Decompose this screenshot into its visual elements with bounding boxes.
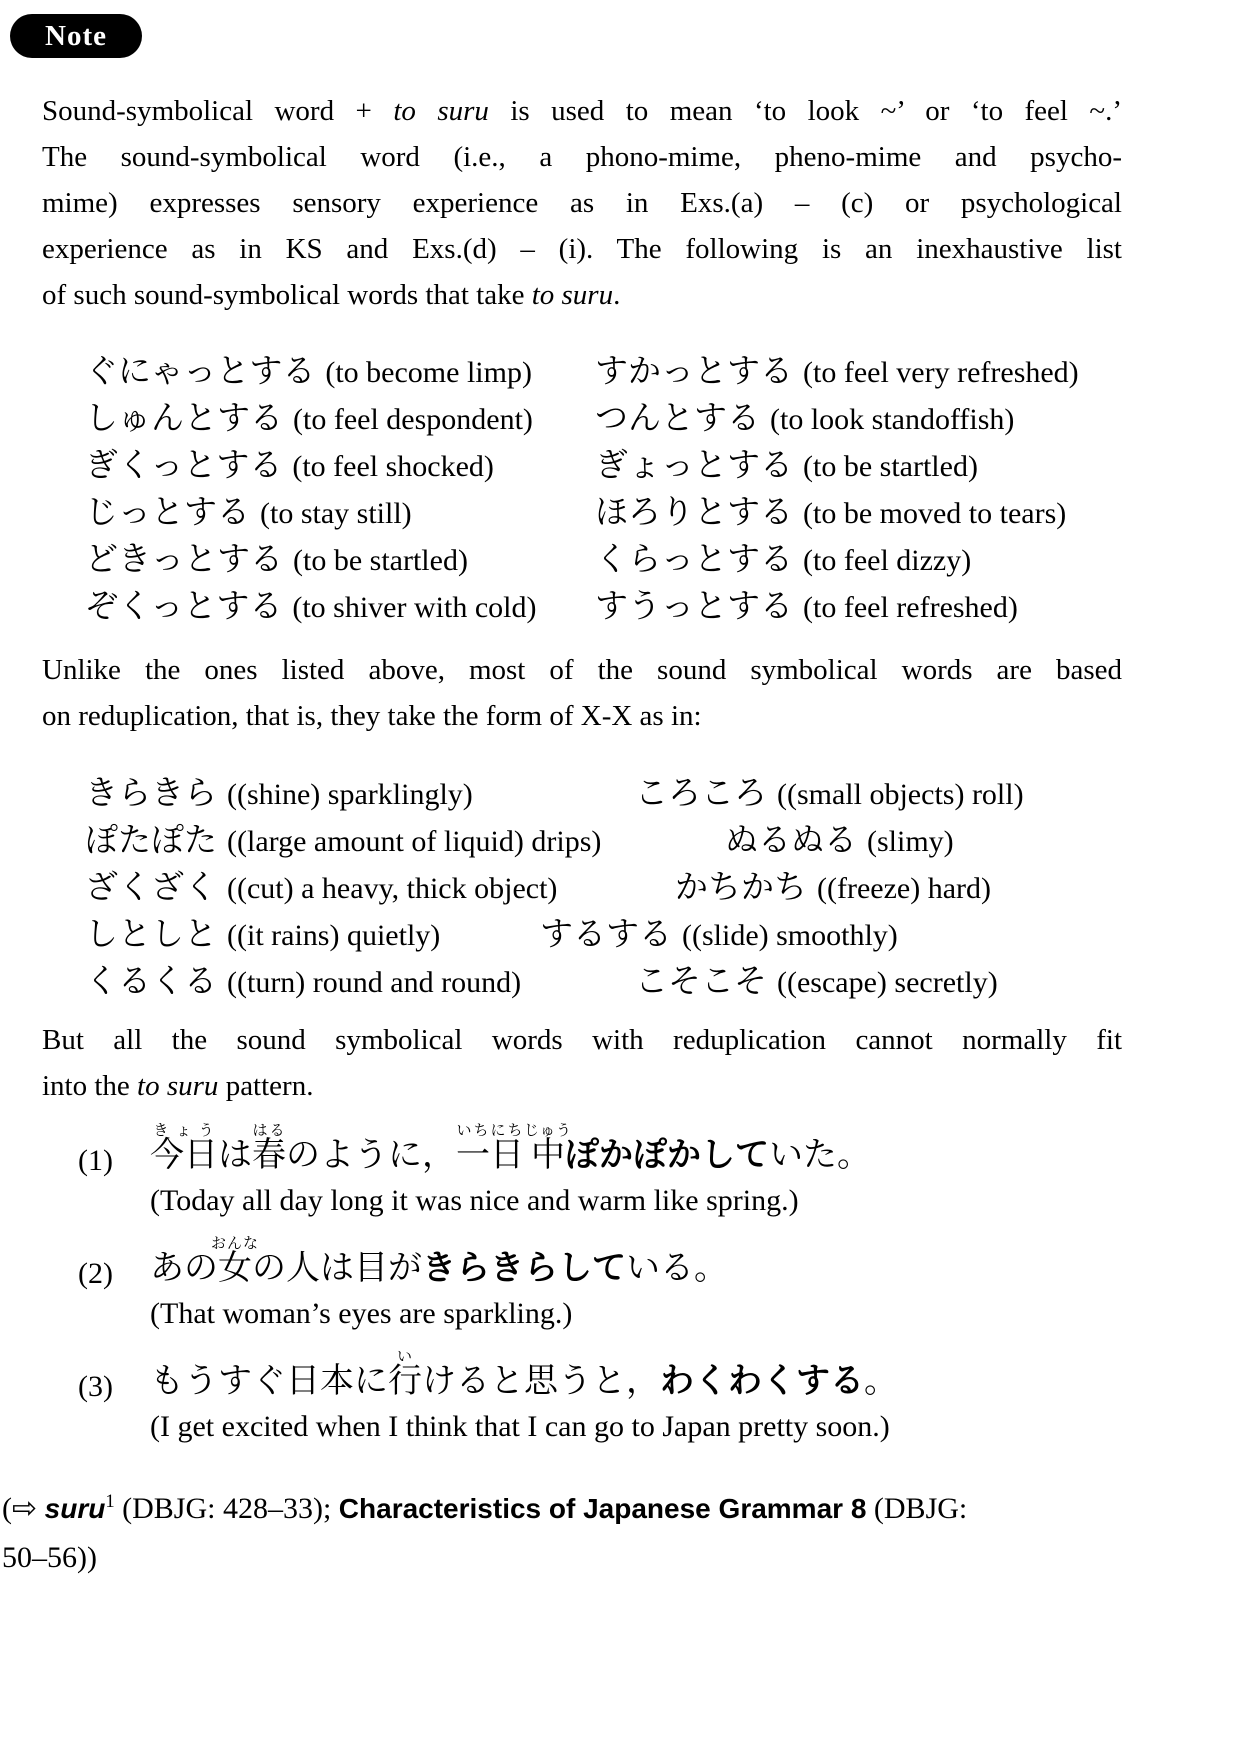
text-segment: ぽかぽかして	[565, 1136, 769, 1174]
word-entry	[85, 392, 595, 439]
english-gloss: (to feel dizzy)	[803, 544, 972, 577]
example-body	[150, 1236, 728, 1336]
japanese-word: ぬるぬる	[725, 823, 857, 859]
english-gloss: (to be startled)	[803, 450, 978, 483]
text-segment: The sound-symbolical word (i.e., a phono-mime, pheno-mime and psycho-	[42, 141, 1122, 173]
english-gloss: (to feel despondent)	[293, 403, 533, 436]
furigana: おんな	[211, 1236, 260, 1253]
text-segment: いた。	[769, 1137, 871, 1174]
word-entry	[85, 580, 595, 627]
english-gloss: (to shiver with cold)	[292, 591, 537, 624]
ruby-word	[456, 1123, 524, 1174]
to-suru-word-list	[85, 345, 1258, 627]
japanese-word: くるくる	[85, 964, 217, 1000]
english-gloss: ((it rains) quietly)	[227, 919, 441, 952]
word-entry	[635, 767, 1024, 814]
text-line	[42, 272, 1122, 318]
text-line	[2, 1533, 1172, 1582]
text-line	[42, 180, 1122, 226]
word-row	[85, 439, 1258, 486]
text-segment: mime) expresses sensory experience as in Exs.(a) – (c) or psychological	[42, 187, 1122, 219]
text-segment: は	[218, 1137, 252, 1174]
example-3	[78, 1349, 1258, 1449]
english-gloss: ((escape) secretly)	[777, 966, 998, 999]
kanji-base: 今日	[150, 1137, 218, 1174]
english-gloss: ((shine) sparklingly)	[227, 778, 473, 811]
text-segment: (	[2, 1492, 12, 1526]
restriction-paragraph	[42, 1017, 1122, 1109]
word-entry	[595, 345, 1079, 392]
text-segment: (DBJG: 428–33);	[114, 1492, 339, 1526]
word-row	[85, 955, 1258, 1002]
text-segment: けると思うと，	[422, 1363, 660, 1401]
furigana: じゅう	[524, 1123, 573, 1139]
word-entry	[595, 392, 1014, 439]
english-gloss: (to feel refreshed)	[803, 591, 1018, 624]
kanji-base: 一日	[456, 1137, 524, 1174]
kanji-base: 春	[252, 1137, 286, 1174]
word-entry	[85, 908, 540, 955]
japanese-word: じっとする	[85, 495, 250, 531]
example-japanese	[150, 1123, 871, 1175]
example-number: (1)	[78, 1144, 113, 1177]
word-entry	[675, 861, 991, 908]
examples-section	[78, 1123, 1258, 1449]
text-segment: いる。	[626, 1250, 728, 1288]
japanese-word: こそこそ	[635, 964, 767, 1000]
word-row	[85, 814, 1258, 861]
japanese-word: ぞくっとする	[85, 589, 283, 625]
example-2	[78, 1236, 1258, 1336]
word-row	[85, 392, 1258, 439]
japanese-word: すうっとする	[595, 589, 793, 625]
text-segment: 。	[864, 1363, 898, 1401]
text-segment: あの	[150, 1250, 218, 1288]
example-translation: (That woman’s eyes are sparkling.)	[150, 1297, 573, 1331]
text-segment	[37, 1492, 45, 1525]
word-entry	[85, 486, 595, 533]
text-line	[42, 693, 1122, 739]
english-gloss: ((cut) a heavy, thick object)	[227, 872, 558, 905]
word-entry	[85, 533, 595, 580]
text-segment: suru	[44, 1493, 106, 1525]
example-body	[150, 1123, 871, 1223]
text-segment: わくわくする	[660, 1362, 864, 1401]
text-segment: Characteristics of Japanese Grammar 8	[338, 1493, 867, 1525]
text-line	[42, 647, 1122, 693]
cross-reference	[2, 1477, 1172, 1582]
example-number: (2)	[78, 1257, 113, 1291]
text-line	[42, 88, 1122, 134]
example-number: (3)	[78, 1370, 113, 1404]
ruby-word	[388, 1349, 422, 1401]
english-gloss: (to look standoffish)	[770, 403, 1015, 436]
japanese-word: きらきら	[85, 776, 217, 812]
text-segment: to suru	[137, 1070, 219, 1102]
text-line	[42, 1017, 1122, 1063]
word-row	[85, 908, 1258, 955]
text-segment: 1	[105, 1491, 115, 1513]
word-row	[85, 767, 1258, 814]
japanese-word: ころころ	[635, 776, 767, 812]
japanese-word: ぎくっとする	[85, 448, 283, 484]
text-line	[42, 134, 1122, 180]
note-badge	[10, 14, 142, 58]
word-entry	[595, 439, 978, 486]
japanese-word: ぽたぽた	[85, 823, 217, 859]
example-translation: (I get excited when I think that I can go to Japan pretty soon.)	[150, 1410, 890, 1444]
english-gloss: (slimy)	[867, 825, 954, 858]
text-segment: (DBJG:	[866, 1492, 968, 1526]
english-gloss: ((turn) round and round)	[227, 966, 522, 999]
word-row	[85, 345, 1258, 392]
note-badge-label: Note	[45, 19, 107, 52]
text-segment: experience as in KS and Exs.(d) – (i). The following is an inexhaustive list	[42, 233, 1122, 265]
example-japanese	[150, 1236, 728, 1288]
japanese-word: くらっとする	[595, 542, 793, 578]
kanji-base: 中	[524, 1137, 572, 1174]
word-entry	[595, 580, 1018, 627]
text-segment: into the	[42, 1070, 138, 1102]
text-segment: きらきらして	[422, 1249, 626, 1288]
english-gloss: ((large amount of liquid) drips)	[227, 825, 602, 858]
text-segment: But all the sound symbolical words with reduplication cannot normally fit	[42, 1024, 1122, 1056]
ruby-word	[524, 1123, 573, 1174]
furigana: きょう	[150, 1123, 218, 1139]
reduplication-word-list	[85, 767, 1258, 1002]
arrow-icon: ⇨	[12, 1491, 38, 1527]
japanese-word: ほろりとする	[595, 495, 793, 531]
word-entry	[85, 345, 595, 392]
furigana: はる	[252, 1123, 286, 1139]
text-segment: もうすぐ日本に	[150, 1363, 388, 1401]
japanese-word: すかっとする	[595, 354, 793, 390]
japanese-word: しゅんとする	[85, 401, 283, 437]
text-segment: pattern.	[218, 1070, 314, 1102]
example-japanese	[150, 1349, 898, 1401]
word-row	[85, 580, 1258, 627]
ruby-word	[211, 1236, 260, 1288]
kanji-base: 行	[388, 1363, 422, 1401]
text-segment: to suru	[531, 279, 614, 311]
japanese-word: どきっとする	[85, 542, 283, 578]
word-entry	[595, 533, 971, 580]
text-segment: Unlike the ones listed above, most of the sound symbolical words are based	[42, 654, 1122, 686]
word-row	[85, 486, 1258, 533]
text-segment: of such sound-symbolical words that take	[42, 279, 532, 311]
text-segment: on reduplication, that is, they take the form of X-X as in:	[42, 700, 702, 732]
text-segment: のように，	[286, 1137, 456, 1174]
word-entry	[85, 767, 635, 814]
japanese-word: つんとする	[595, 401, 760, 437]
text-segment: Sound-symbolical word +	[42, 95, 394, 127]
word-row	[85, 533, 1258, 580]
japanese-word: かちかち	[675, 870, 807, 906]
english-gloss: ((small objects) roll)	[777, 778, 1024, 811]
text-line	[42, 1063, 1122, 1109]
english-gloss: (to stay still)	[260, 497, 412, 530]
word-entry	[595, 486, 1066, 533]
japanese-word: ざくざく	[85, 870, 217, 906]
text-segment: 50–56))	[2, 1541, 97, 1575]
japanese-word: しとしと	[85, 917, 217, 953]
ruby-word	[150, 1123, 218, 1174]
text-segment: .	[613, 279, 621, 311]
kanji-base: 女	[211, 1250, 259, 1288]
furigana: いちにち	[456, 1123, 524, 1139]
reduplication-paragraph	[42, 647, 1122, 739]
english-gloss: (to feel shocked)	[292, 450, 494, 483]
word-entry	[725, 814, 954, 861]
english-gloss: ((slide) smoothly)	[682, 919, 898, 952]
english-gloss: (to be startled)	[293, 544, 468, 577]
word-row	[85, 861, 1258, 908]
text-segment: の人は目が	[252, 1250, 422, 1288]
example-body	[150, 1349, 898, 1449]
japanese-word: ぐにゃっとする	[85, 354, 316, 390]
text-line	[42, 226, 1122, 272]
text-line	[2, 1477, 1172, 1533]
word-entry	[540, 908, 898, 955]
japanese-word: するする	[540, 917, 672, 953]
word-entry	[85, 861, 675, 908]
text-segment: is used to mean ‘to look ~’ or ‘to feel ~.’	[488, 95, 1123, 127]
english-gloss: (to become limp)	[325, 356, 532, 389]
example-translation: (Today all day long it was nice and warm like spring.)	[150, 1184, 799, 1218]
word-entry	[85, 814, 725, 861]
word-entry	[85, 955, 635, 1002]
ruby-word	[252, 1123, 286, 1174]
example-1	[78, 1123, 1258, 1223]
word-entry	[85, 439, 595, 486]
furigana: い	[388, 1349, 422, 1366]
intro-paragraph	[42, 88, 1122, 318]
word-entry	[635, 955, 998, 1002]
japanese-word: ぎょっとする	[595, 448, 793, 484]
english-gloss: (to feel very refreshed)	[803, 356, 1079, 389]
english-gloss: ((freeze) hard)	[817, 872, 992, 905]
text-segment: to suru	[393, 95, 489, 127]
english-gloss: (to be moved to tears)	[803, 497, 1067, 530]
